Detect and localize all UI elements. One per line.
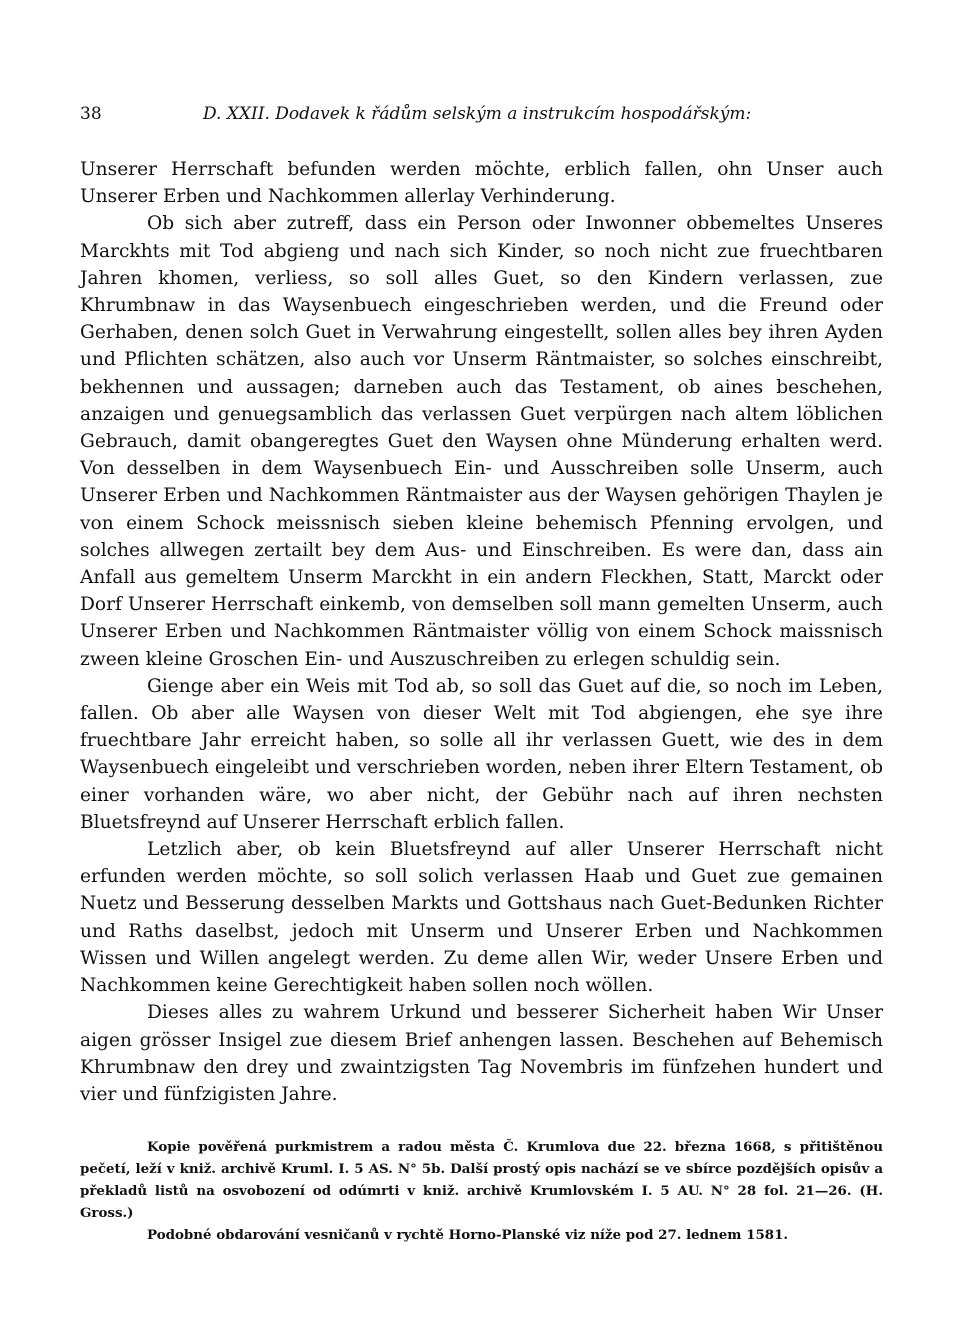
page-header	[80, 104, 880, 128]
body-text	[80, 156, 883, 1108]
footnote-source: Kopie pověřená purkmistrem a radou města Č. Krumlova due 22. března 1668, s přitištěnou pečetí, leží v kniž. archivě Kruml. I. 5 AS. N° 5b. Další prostý opis nachází se ve sbírce pozdějších opisův a překladů listů na osvobození od odúmrti v kniž. archivě Krumlovském I. 5 AU. N° 28 fol. 21—26. (H. Gross.)	[80, 1139, 883, 1221]
paragraph: Ob sich aber zutreff, dass ein Person oder Inwonner obbemeltes Unseres Marckhts mit Tod abgieng und nach sich Kinder, so noch nicht zue fruechtbaren Jahren khomen, verliess, so soll alles Guet, so den Kindern verlassen, zue Khrumbnaw in das Waysenbuech eingeschrieben werden, und die Freund oder Gerhaben, denen solch Guet in Verwahrung eingestellt, sollen alles bey ihren Ayden und Pflichten schätzen, also auch vor Unserm Räntmaister, so solches einschreibt, bekhennen und aussagen; darneben auch das Testament, ob aines beschehen, anzaigen und genuegsamblich das verlassen Guet verpürgen nach altem löblichen Gebrauch, damit obangeregtes Guet den Waysen ohne Münderung erhalten werd. Von desselben in dem Waysenbuech Ein- und Ausschreiben solle Unserm, auch Unserer Erben und Nachkommen Räntmaister aus der Waysen gehörigen Thaylen je von einem Schock meissnisch sieben kleine behemisch Pfenning ervolgen, und solches allwegen zertailt bey dem Aus- und Einschreiben. Es were dan, dass ain Anfall aus gemeltem Unserm Marckht in ein andern Fleckhen, Statt, Marckt oder Dorf Unserer Herrschaft einkemb, von demselben soll mann gemelten Unserm, auch Unserer Erben und Nachkommen Räntmaister völlig von einem Schock maissnisch zween kleine Groschen Ein- und Auszuschreiben zu erlegen schuldig sein.	[80, 213, 883, 670]
footnote	[80, 1136, 883, 1246]
running-head: D. XXII. Dodavek k řádům selským a instrukcím hospodářským:	[203, 104, 752, 124]
paragraph: Dieses alles zu wahrem Urkund und besserer Sicherheit haben Wir Unser aigen grösser Insigel zue diesem Brief anhengen lassen. Beschehen auf Behemisch Khrumbnaw den drey und zwaintzigsten Tag Novembris im fünfzehen hundert und vier und fünfzigisten Jahre.	[80, 1002, 883, 1105]
footnote-note: Podobné obdarování vesničanů v rychtě Horno-Planské viz níže pod 27. lednem 1581.	[147, 1227, 789, 1243]
paragraph: Gienge aber ein Weis mit Tod ab, so soll das Guet auf die, so noch im Leben, fallen. Ob aber alle Waysen von dieser Welt mit Tod abgiengen, ehe sye ihre fruechtbare Jahr erreicht haben, so solle all ihr verlassen Guett, wie des in dem Waysenbuech eingeleibt und verschrieben worden, neben ihrer Eltern Testament, ob einer vorhanden wäre, wo aber nicht, der Gebühr nach auf ihren nechsten Bluetsfreynd auf Unserer Herrschaft erblich fallen.	[80, 675, 883, 833]
page-number: 38	[80, 104, 102, 124]
paragraph: Letzlich aber, ob kein Bluetsfreynd auf aller Unserer Herrschaft nicht erfunden werden möchte, so soll solich verlassen Haab und Guet zue gemainen Nuetz und Besserung desselben Markts und Gottshaus nach Guet-Bedunken Richter und Raths daselbst, jedoch mit Unserm und Unserer Erben und Nachkommen Wissen und Willen angelegt werden. Zu deme allen Wir, weder Unsere Erben und Nachkommen keine Gerechtigkeit haben sollen noch wöllen.	[80, 839, 883, 997]
paragraph-continuation: Unserer Herrschaft befunden werden möchte, erblich fallen, ohn Unser auch Unserer Erben und Nachkommen allerlay Verhinderung.	[80, 159, 883, 208]
